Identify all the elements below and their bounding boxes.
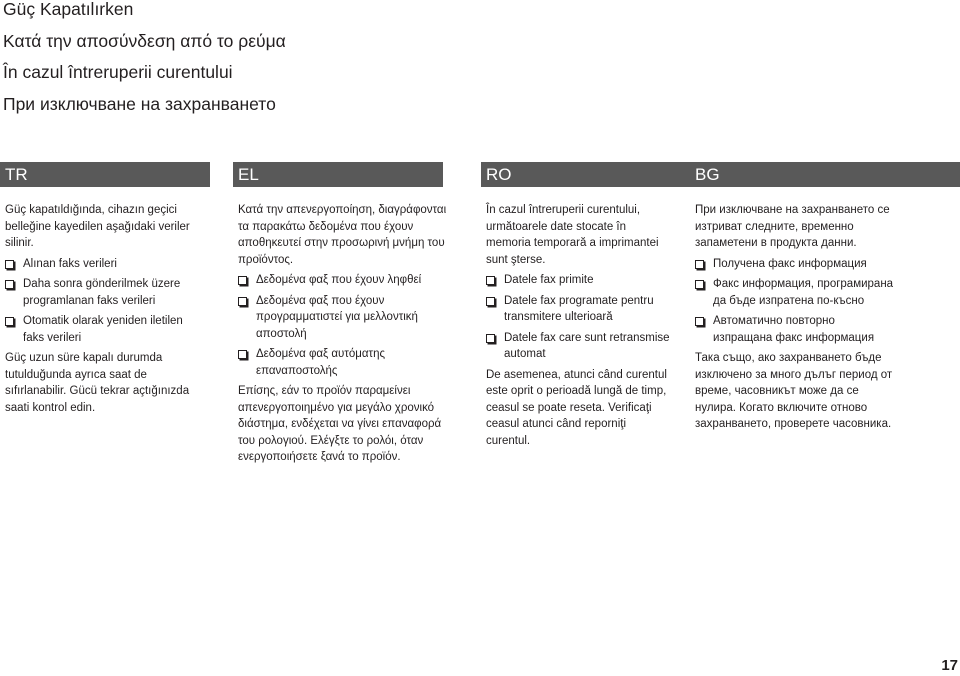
list-item: Otomatik olarak yeniden iletilen faks verileri [5, 313, 195, 346]
checkbox-bullet-icon [486, 297, 495, 306]
checkbox-bullet-icon [695, 260, 704, 269]
column-body-el [233, 187, 450, 466]
column-ro [481, 162, 691, 453]
bullet-list-bg [695, 256, 895, 347]
checkbox-bullet-icon [5, 317, 14, 326]
bullet-list-ro [486, 272, 671, 363]
column-body-ro [481, 187, 671, 449]
language-bar-tr [0, 162, 210, 187]
page-number: 17 [941, 657, 958, 674]
list-item: Факс информация, програмирана да бъде изпратена по-късно [695, 276, 895, 309]
language-bar-el [233, 162, 443, 187]
checkbox-bullet-icon [5, 280, 14, 289]
language-code-ro: RO [486, 165, 512, 184]
checkbox-bullet-icon [695, 317, 704, 326]
list-item: Δεδομένα φαξ που έχουν προγραμματιστεί για μελλοντική αποστολή [238, 293, 450, 343]
column-tr [0, 162, 210, 420]
title-bg: При изключване на захранването [3, 93, 276, 114]
intro-text-bg: При изключване на захранването се изтриват следните, временно запаметени в продукта данни. [695, 204, 890, 249]
language-bar-bg [690, 162, 960, 187]
list-item: Datele fax care sunt retransmise automat [486, 330, 671, 363]
list-item: Alınan faks verileri [5, 256, 195, 273]
checkbox-bullet-icon [238, 276, 247, 285]
title-ro: În cazul întreruperii curentului [3, 62, 233, 82]
checkbox-bullet-icon [486, 276, 495, 285]
list-item: Datele fax programate pentru transmitere ulterioară [486, 293, 671, 326]
checkbox-bullet-icon [5, 260, 14, 269]
list-item: Получена факс информация [695, 256, 895, 273]
column-el [233, 162, 447, 470]
title-el: Κατά την αποσύνδεση από το ρεύμα [3, 30, 286, 51]
checkbox-bullet-icon [695, 280, 704, 289]
list-item: Δεδομένα φαξ αυτόματης επαναποστολής [238, 346, 450, 379]
intro-text-tr: Güç kapatıldığında, cihazın geçici belleğine kayedilen aşağıdaki veriler silinir. [5, 204, 190, 249]
column-body-bg [690, 187, 895, 433]
outro-text-el: Επίσης, εάν το προϊόν παραμείνει απενεργοποιημένο για μεγάλο χρονικό διάστημα, ενδέχεται να γίνει επαναφορά του ρολογιού. Ελέγξτε το ρολόι, όταν ενεργοποιήσετε ξανά το προϊόν. [238, 385, 442, 463]
intro-text-el: Κατά την απενεργοποίηση, διαγράφονται τα παρακάτω δεδομένα που έχουν αποθηκευτεί στην προσωρινή μνήμη του προϊόντος. [238, 204, 447, 266]
checkbox-bullet-icon [238, 297, 247, 306]
list-item: Автоматично повторно изпращана факс информация [695, 313, 895, 346]
outro-text-ro: De asemenea, atunci când curentul este oprit o perioadă lungă de timp, ceasul se poate reseta. Verificaţi ceasul atunci când reporniţi curentul. [486, 368, 667, 447]
language-bar-ro [481, 162, 691, 187]
bullet-list-el [238, 272, 450, 379]
list-item: Datele fax primite [486, 272, 671, 289]
language-code-bg: BG [695, 165, 720, 184]
column-body-tr [0, 187, 195, 416]
checkbox-bullet-icon [486, 334, 495, 343]
page-titles [3, 0, 286, 126]
list-item: Daha sonra gönderilmek üzere programlanan faks verileri [5, 276, 195, 309]
outro-text-bg: Така също, ако захранването бъде изключено за много дълъг период от време, часовникът може да се нулира. Когато включите отново захранването, проверете часовника. [695, 352, 893, 430]
language-code-tr: TR [5, 165, 28, 184]
outro-text-tr: Güç uzun süre kapalı durumda tutulduğunda ayrıca saat de sıfırlanabilir. Gücü tekrar açtığınızda saati kontrol edin. [5, 352, 190, 414]
language-code-el: EL [238, 165, 259, 184]
list-item: Δεδομένα φαξ που έχουν ληφθεί [238, 272, 450, 289]
checkbox-bullet-icon [238, 350, 247, 359]
column-bg [690, 162, 900, 437]
bullet-list-tr [5, 256, 195, 347]
title-tr: Güç Kapatılırken [3, 0, 134, 19]
intro-text-ro: În cazul întreruperii curentului, următoarele date stocate în memoria temporară a imprimantei sunt şterse. [486, 204, 659, 266]
